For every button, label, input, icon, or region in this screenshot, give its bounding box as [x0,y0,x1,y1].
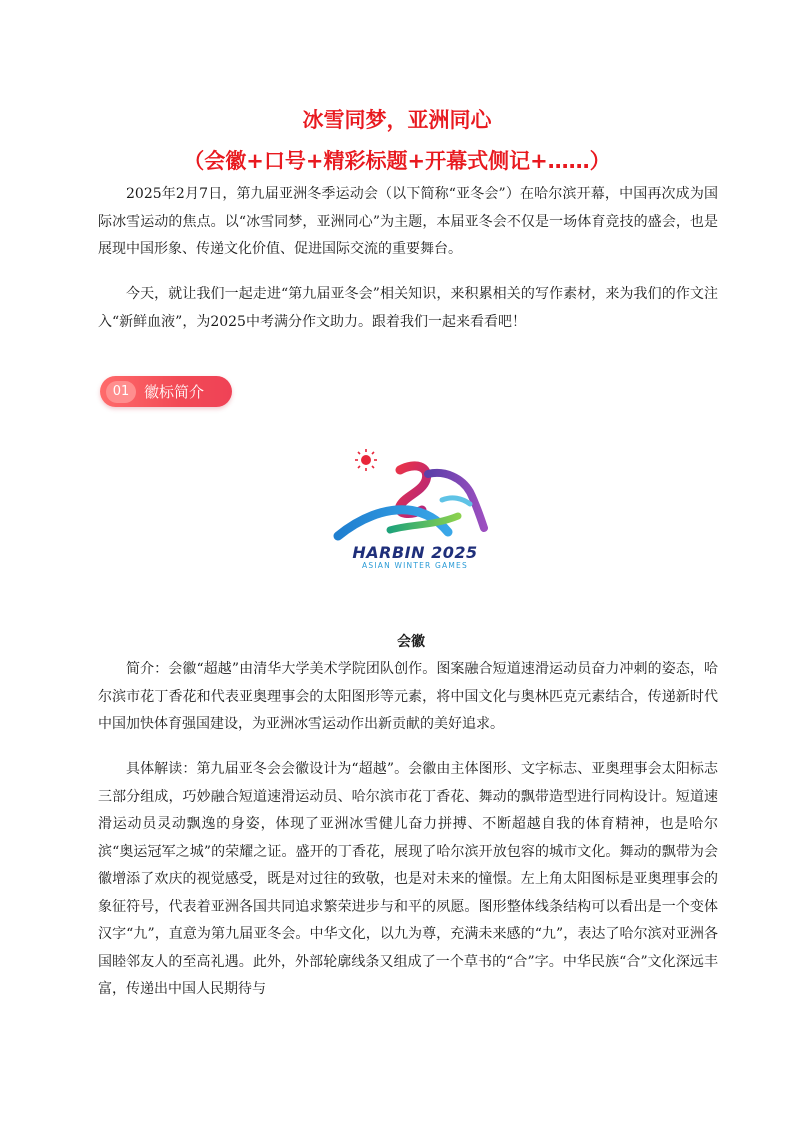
intro-paragraph-1: 2025年2月7日，第九届亚洲冬季运动会（以下简称“亚冬会”）在哈尔滨开幕，中国再次成为国际冰雪运动的焦点。以“冰雪同梦，亚洲同心”为主题，本届亚冬会不仅是一场体育竞技的盛会，也是展现中国形象、传递文化价值、促进国际交流的重要舞台。 [98,186,718,257]
emblem-brief-paragraph: 简介：会徽“超越”由清华大学美术学院团队创作。图案融合短道速滑运动员奋力冲刺的姿态，哈尔滨市花丁香花和代表亚奥理事会的太阳图形等元素，将中国文化与奥林匹克元素结合，传递新时代中国加快体育强国建设，为亚洲冰雪运动作出新贡献的美好追求。 [98,661,718,732]
section-header-badge [100,376,232,407]
emblem-subtitle: ASIAN WINTER GAMES [362,561,468,570]
emblem-detail-paragraph: 具体解读：第九届亚冬会会徽设计为“超越”。会徽由主体图形、文字标志、亚奥理事会太阳标志三部分组成，巧妙融合短道速滑运动员、哈尔滨市花丁香花、舞动的飘带造型进行同构设计。短道速滑运动员灵动飘逸的身姿，体现了亚洲冰雪健儿奋力拼搏、不断超越自我的体育精神，也是哈尔滨“奥运冠军之城”的荣耀之证。盛开的丁香花，展现了哈尔滨开放包容的城市文化。舞动的飘带为会徽增添了欢庆的视觉感受，既是对过往的致敬，也是对未来的憧憬。左上角太阳图标是亚奥理事会的象征符号，代表着亚洲各国共同追求繁荣进步与和平的夙愿。图形整体线条结构可以看出是一个变体汉字“九”，直意为第九届亚冬会。中华文化，以九为尊，充满未来感的“九”，表达了哈尔滨对亚洲各国睦邻友人的至高礼遇。此外，外部轮廓线条又组成了一个草书的“合”字。中华民族“合”文化深远丰富，传递出中国人民期待与 [98,761,718,997]
emblem-wordmark: HARBIN 2025 [352,543,478,562]
page-title: 冰雪同梦，亚洲同心 [302,108,492,132]
section-title: 徽标简介 [144,383,205,401]
image-caption: 会徽 [397,634,425,650]
intro-paragraph-2: 今天，就让我们一起走进“第九届亚冬会”相关知识，来积累相关的写作素材，来为我们的作文注入“新鲜血液”，为2025中考满分作文助力。跟着我们一起来看看吧！ [98,286,718,330]
oca-sun-icon [355,449,377,471]
harbin-2025-emblem [330,440,500,575]
emblem-graphic [330,440,500,545]
section-number: 01 [106,381,136,403]
page-subtitle: （会徽+口号+精彩标题+开幕式侧记+……） [183,149,611,173]
